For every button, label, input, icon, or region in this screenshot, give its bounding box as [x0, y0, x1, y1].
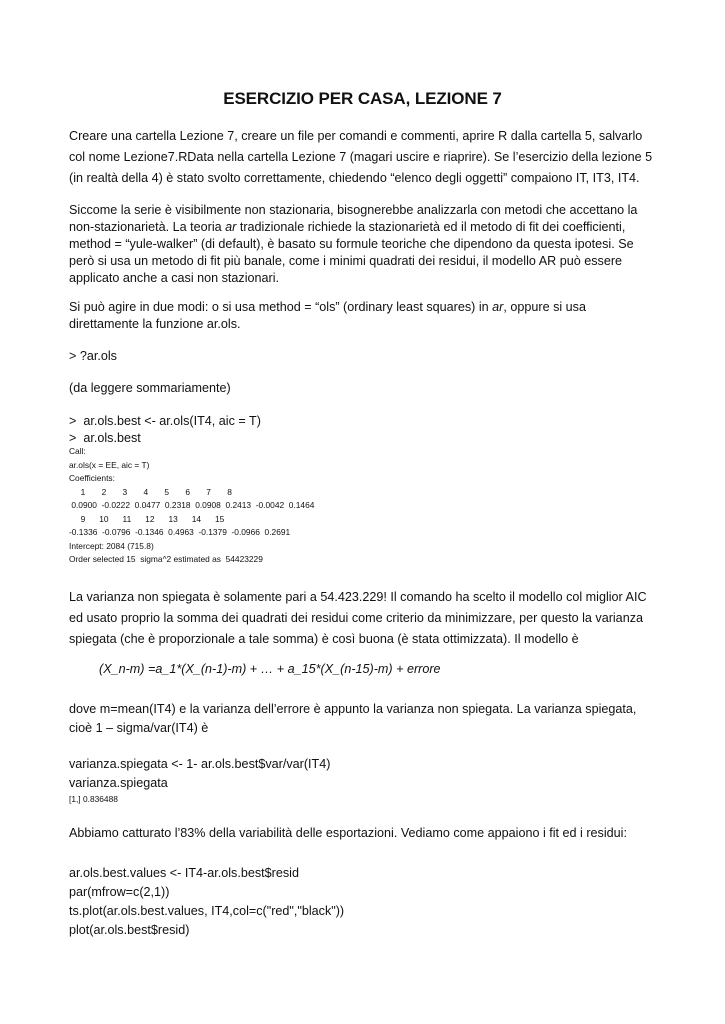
italic-term: ar [492, 300, 504, 314]
code-line: ts.plot(ar.ols.best.values, IT4,col=c("red","black")) [69, 904, 345, 918]
code-line: par(mfrow=c(2,1)) [69, 885, 170, 899]
paragraph-methods [69, 299, 659, 333]
code-variance-command: varianza.spiegata <- 1- ar.ols.best$var/var(IT4) [69, 757, 331, 771]
output-coef-index-row-1: 1 2 3 4 5 6 7 8 [69, 486, 232, 497]
output-coef-label: Coefficients: [69, 473, 115, 483]
paragraph-captured: Abbiamo catturato l’83% della variabilità delle esportazioni. Vediamo come appaiono i fit ed i residui: [69, 826, 627, 840]
text-run: Siccome la serie è visibilmente non stazionaria, bisognerebbe analizzarla con metodi che accettano la non-stazionarietà. La teoria [69, 203, 638, 234]
code-line: plot(ar.ols.best$resid) [69, 923, 190, 937]
output-coef-index-row-2: 9 10 11 12 13 14 15 [69, 513, 225, 524]
paragraph-variance: La varianza non spiegata è solamente pari a 54.423.229! Il comando ha scelto il modello col miglior AIC ed usato proprio la somma dei quadrati dei residui come criterio da minimizzare, per questo la varianza spiegata (che è proporzionale a tale somma) è così buona (è stata ottimizzata). Il modello è [69, 590, 647, 646]
output-coef-value-row-1: 0.0900 -0.0222 0.0477 0.2318 0.0908 0.2413 -0.0042 0.1464 [69, 500, 315, 510]
note-help: (da leggere sommariamente) [69, 381, 231, 395]
output-order: Order selected 15 sigma^2 estimated as 54423229 [69, 554, 263, 564]
output-intercept: Intercept: 2084 (715.8) [69, 540, 154, 551]
output-call: ar.ols(x = EE, aic = T) [69, 459, 150, 470]
text-run: , oppure si usa direttamente la funzione ar.ols. [69, 300, 586, 331]
output-variance: [1,] 0.836488 [69, 794, 118, 804]
output-call-label: Call: [69, 446, 86, 456]
italic-term: ar [225, 220, 237, 234]
code-variance-print: varianza.spiegata [69, 776, 168, 790]
text-run: tradizionale richiede la stazionarietà ed il metodo di fit dei coefficienti, method = “yule-walker” (di default), è basato su formule teoriche che dipendono da questa ipotesi. Se però si usa un metodo di fit più banale, come i minimi quadrati dei residui, il modello AR può essere applicato anche a casi non stazionari. [69, 220, 634, 285]
text-run: Si può agire in due modi: o si usa method = “ols” (ordinary least squares) in [69, 300, 493, 314]
paragraph-intro: Creare una cartella Lezione 7, creare un file per comandi e commenti, aprire R dalla cartella 5, salvarlo col nome Lezione7.RData nella cartella Lezione 7 (magari uscire e riaprire). Se l’esercizio della lezione 5 (in realtà della 4) è stato svolto correttamente, chiedendo “elenco degli oggetti” compaiono IT, IT3, IT4. [69, 129, 653, 185]
code-fit-command: > ar.ols.best <- ar.ols(IT4, aic = T) [69, 414, 261, 428]
code-plot-commands [69, 864, 344, 940]
code-line: ar.ols.best.values <- IT4-ar.ols.best$resid [69, 866, 299, 880]
paragraph-stationarity [69, 202, 659, 287]
paragraph-error: dove m=mean(IT4) e la varianza dell’errore è appunto la varianza non spiegata. La varianza spiegata, cioè 1 – sigma/var(IT4) è [69, 702, 637, 735]
model-formula: (X_n-m) =a_1*(X_(n-1)-m) + … + a_15*(X_(n-15)-m) + errore [99, 662, 441, 676]
output-coef-value-row-2: -0.1336 -0.0796 -0.1346 0.4963 -0.1379 -0.0966 0.2691 [69, 527, 291, 537]
page-title: ESERCIZIO PER CASA, LEZIONE 7 [223, 89, 502, 108]
code-help-command: > ?ar.ols [69, 349, 117, 363]
code-print-command: > ar.ols.best [69, 431, 141, 445]
